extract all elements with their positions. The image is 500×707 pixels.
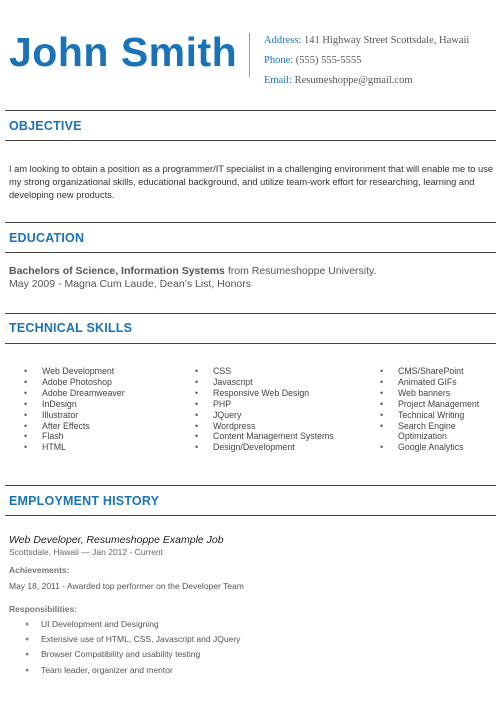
section-rule: [5, 252, 496, 253]
section-rule: [5, 140, 496, 141]
education-heading: EDUCATION: [9, 231, 85, 245]
skill-item: • After Effects: [24, 421, 125, 432]
skill-item: • Adobe Dreamweaver: [24, 388, 125, 399]
phone-label: Phone:: [264, 55, 294, 66]
skill-item: • Web Development: [24, 366, 125, 377]
skill-item: • Animated GIFs: [380, 377, 495, 388]
skills-column-2: [195, 366, 334, 453]
section-rule: [5, 485, 496, 486]
achievements-label: Achievements:: [9, 565, 70, 575]
skill-item: • Google Analytics: [380, 442, 495, 453]
candidate-name: John Smith: [9, 29, 238, 75]
objective-text: I am looking to obtain a position as a programmer/IT specialist in a challenging environment that will enable me to use my strong organizational skills, educational background, and utilize team-work effort for researching, learning and developing new products.: [9, 164, 494, 200]
school-name: from Resumeshoppe University.: [224, 265, 377, 277]
skill-item: • Content Management Systems: [195, 431, 334, 442]
skill-item: • Design/Development: [195, 442, 334, 453]
skill-item: • HTML: [24, 442, 125, 453]
phone-value: (555) 555-5555: [295, 55, 362, 66]
skills-heading: TECHNICAL SKILLS: [9, 321, 133, 335]
skills-column-1: [24, 366, 125, 453]
section-rule: [5, 313, 496, 314]
skill-item: • Project Management: [380, 399, 495, 410]
address-value: 141 Highway Street Scottsdale, Hawaii: [303, 35, 470, 46]
degree-details: May 2009 - Magna Cum Laude, Dean’s List, Honors: [9, 278, 252, 290]
contact-block: [264, 31, 469, 91]
objective-heading: OBJECTIVE: [9, 119, 82, 133]
skills-column-3: [380, 366, 495, 453]
job-title: Web Developer, Resumeshoppe Example Job: [9, 534, 224, 546]
skill-item: • PHP: [195, 399, 334, 410]
contact-phone: [264, 51, 469, 71]
email-label: Email:: [264, 75, 292, 86]
responsibility-item: ● Extensive use of HTML, CSS, Javascript and JQuery: [9, 632, 240, 647]
responsibility-item: ● UI Development and Designing: [9, 617, 240, 632]
section-rule: [5, 343, 496, 344]
skill-item: • Flash: [24, 431, 125, 442]
skill-item: • Responsive Web Design: [195, 388, 334, 399]
skill-item: • Illustrator: [24, 410, 125, 421]
degree-name: Bachelors of Science, Information Systems: [9, 265, 225, 277]
skill-item: • InDesign: [24, 399, 125, 410]
education-block: [9, 265, 376, 291]
skill-item: • CMS/SharePoint: [380, 366, 495, 377]
skill-item: • Wordpress: [195, 421, 334, 432]
skill-item: • CSS: [195, 366, 334, 377]
skill-item: • JQuery: [195, 410, 334, 421]
address-label: Address:: [264, 35, 302, 46]
responsibilities-list: [9, 617, 240, 678]
skill-item: • Javascript: [195, 377, 334, 388]
employment-heading: EMPLOYMENT HISTORY: [9, 494, 160, 508]
achievement-item: May 18, 2011 - Awarded top performer on the Developer Team: [9, 581, 244, 591]
degree-line: [9, 265, 376, 278]
section-rule: [5, 515, 496, 516]
header-divider: [249, 33, 250, 77]
section-rule: [5, 110, 496, 111]
skill-item: • Adobe Photoshop: [24, 377, 125, 388]
contact-email: [264, 71, 469, 91]
responsibility-item: ● Browser Compatibility and usability testing: [9, 647, 240, 662]
responsibility-item: ● Team leader, organizer and mentor: [9, 663, 240, 678]
skill-item: • Technical Writing: [380, 410, 495, 421]
contact-address: [264, 31, 469, 51]
skill-item: • Search Engine Optimization: [380, 421, 495, 443]
email-value[interactable]: Resumeshoppe@gmail.com: [294, 75, 413, 86]
responsibilities-label: Responsibilities:: [9, 604, 78, 614]
job-location-dates: Scottsdale, Hawaii — Jan 2012 - Current: [9, 547, 164, 557]
skill-item: • Web banners: [380, 388, 495, 399]
section-rule: [5, 222, 496, 223]
